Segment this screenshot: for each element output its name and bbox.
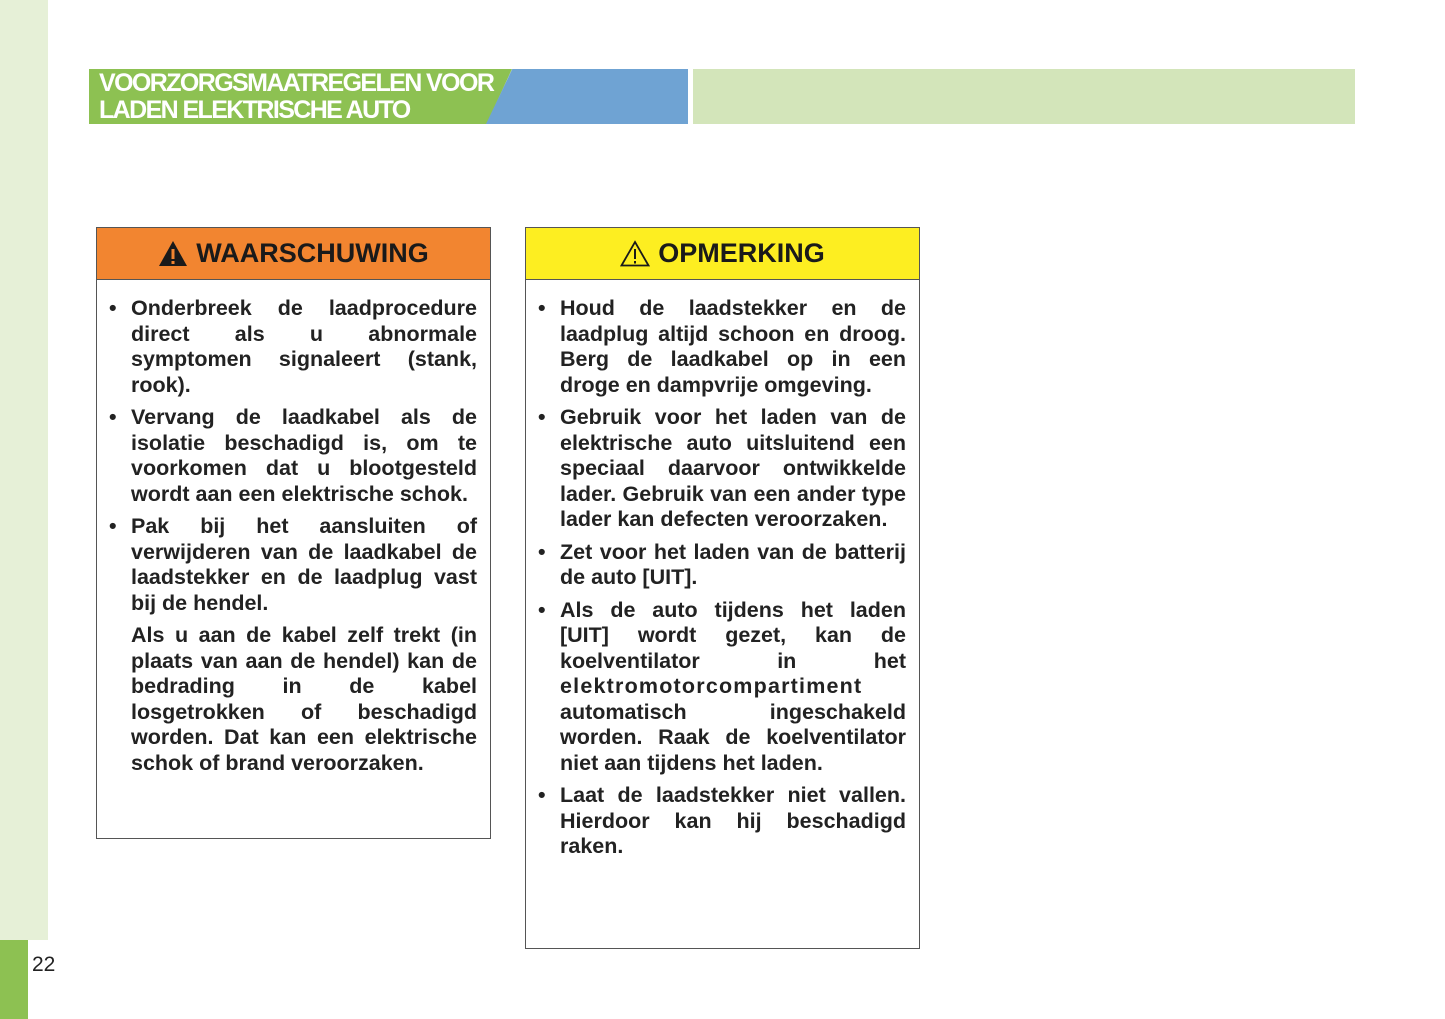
header-bar-blue: [486, 69, 688, 124]
list-item-continuation: Als u aan de kabel zelf trekt (in plaats van aan de hendel) kan de bedrading in de kabel losgetrokken of beschadigd worden. Dat kan een elektrische schok of brand veroorzaken.: [131, 623, 477, 775]
list-item: • Onderbreek de laadprocedure direct als u abnormale symptomen signaleert (stank, rook).: [131, 296, 477, 398]
header-bar-light: [693, 69, 1355, 124]
warning-triangle-filled-icon: [158, 240, 188, 267]
list-item-text: Als de auto tijdens het laden [UIT] wordt gezet, kan de koelventilator in het: [560, 597, 906, 673]
list-item: • Pak bij het aansluiten of verwijderen van de laadkabel de laadstekker en de laadplug vast bij de hendel.: [131, 514, 477, 616]
warning-header: [97, 228, 490, 280]
notice-header: [526, 228, 919, 280]
warning-box: [96, 227, 491, 839]
section-title-line1: VOORZORGSMAATREGELEN VOOR: [99, 69, 494, 97]
page-tab: [0, 940, 28, 1019]
list-item: • Zet voor het laden van de batterij de auto [UIT].: [560, 540, 906, 591]
list-item: • Laat de laadstekker niet vallen. Hierdoor kan hij beschadigd raken.: [560, 783, 906, 860]
list-item-text: automatisch ingeschakeld worden. Raak de koelventilator niet aan tijdens het laden.: [560, 699, 906, 775]
section-title-line2: LADEN ELEKTRISCHE AUTO: [99, 96, 410, 124]
notice-title: OPMERKING: [658, 238, 825, 268]
notice-list: [526, 280, 919, 860]
list-item-word: elektromotorcompartiment: [560, 674, 863, 698]
page-number: 22: [32, 953, 56, 976]
section-title: [99, 70, 504, 124]
warning-triangle-outline-icon: [620, 240, 650, 267]
side-strip: [0, 0, 48, 940]
list-item: • Houd de laadstekker en de laadplug altijd schoon en droog. Berg de laadkabel op in een droge en dampvrije omgeving.: [560, 296, 906, 398]
list-item: • Gebruik voor het laden van de elektrische auto uitsluitend een speciaal daarvoor ontwikkelde lader. Gebruik van een ander type lader kan defecten veroorzaken.: [560, 405, 906, 533]
list-item: • Vervang de laadkabel als de isolatie beschadigd is, om te voorkomen dat u blootgesteld wordt aan een elektrische schok.: [131, 405, 477, 507]
notice-box: [525, 227, 920, 949]
list-item: [560, 598, 906, 777]
warning-list: [97, 280, 490, 776]
warning-title: WAARSCHUWING: [196, 238, 429, 268]
